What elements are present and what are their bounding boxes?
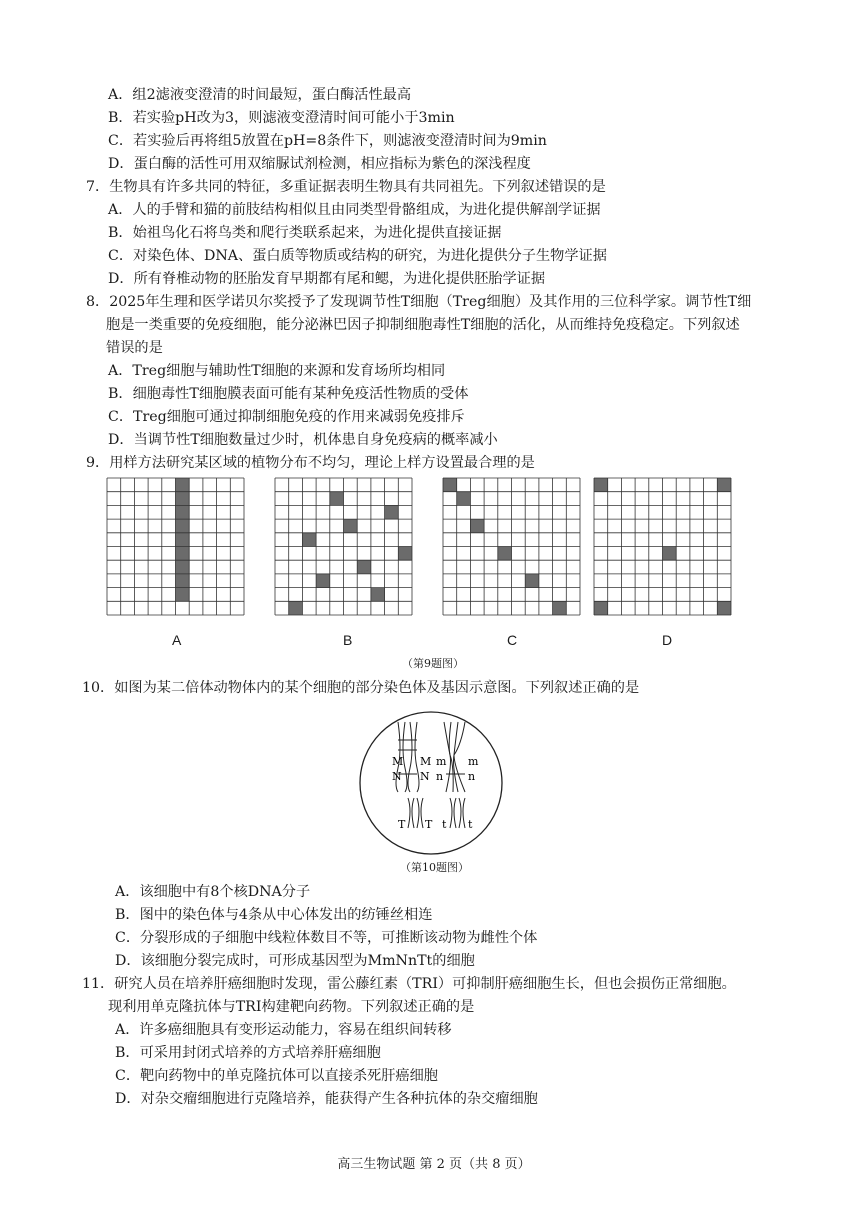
shaded-quadrat-cell [663,547,677,561]
gene-label: N [392,770,402,783]
q7-stem: 7．生物具有许多共同的特征，多重证据表明生物具有共同祖先。下列叙述错误的是 [86,179,606,195]
gene-label: M [420,755,432,768]
shaded-quadrat-cell [176,505,190,519]
shaded-quadrat-cell [176,519,190,533]
q7-option-c: C．对染色体、DNA、蛋白质等物质或结构的研究，为进化提供分子生物学证据 [108,248,607,264]
q8-stem-line-2: 胞是一类重要的免疫细胞，能分泌淋巴因子抑制细胞毒性T细胞的活化，从而维持免疫稳定。下列叙述 [106,317,740,333]
shaded-quadrat-cell [176,574,190,588]
q6-option-b: B．若实验pH改为3，则滤液变澄清时间可能小于3min [108,110,455,126]
shaded-quadrat-cell [289,601,303,615]
q9-stem: 9．用样方法研究某区域的植物分布不均匀，理论上样方设置最合理的是 [86,455,535,471]
quadrat-grids-figure [0,470,868,630]
q10-option-c: C．分裂形成的子细胞中线粒体数目不等，可推断该动物为雌性个体 [115,930,538,946]
q10-caption: （第10题图） [400,861,469,874]
q6-option-a: A．组2滤液变澄清的时间最短，蛋白酶活性最高 [108,87,412,103]
q7-option-a: A．人的手臂和猫的前肢结构相似且由同类型骨骼组成，为进化提供解剖学证据 [108,202,601,218]
shaded-quadrat-cell [717,601,731,615]
shaded-quadrat-cell [525,574,539,588]
q8-stem-line-3: 错误的是 [106,340,163,356]
q11-option-b: B．可采用封闭式培养的方式培养肝癌细胞 [115,1045,381,1061]
shaded-quadrat-cell [344,519,358,533]
shaded-quadrat-cell [357,560,371,574]
gene-label: t [442,818,447,831]
q7-option-b: B．始祖鸟化石将鸟类和爬行类联系起来，为进化提供直接证据 [108,225,502,241]
q10-stem: 10．如图为某二倍体动物体内的某个细胞的部分染色体及基因示意图。下列叙述正确的是 [82,680,640,696]
gene-label: T [398,818,406,831]
grid-label-c: C [507,632,518,648]
shaded-quadrat-cell [176,492,190,506]
gene-label: t [468,818,473,831]
shaded-quadrat-cell [457,492,471,506]
grid-label-b: B [343,632,353,648]
shaded-quadrat-cell [470,519,484,533]
shaded-quadrat-cell [385,505,399,519]
shaded-quadrat-cell [176,533,190,547]
q8-option-a: A．Treg细胞与辅助性T细胞的来源和发育场所均相同 [108,363,446,379]
shaded-quadrat-cell [398,547,412,561]
gene-label: T [425,818,433,831]
q11-option-a: A．许多癌细胞具有变形运动能力，容易在组织间转移 [115,1022,452,1038]
shaded-quadrat-cell [316,574,330,588]
q10-option-a: A．该细胞中有8个核DNA分子 [115,884,311,900]
shaded-quadrat-cell [553,601,567,615]
q7-option-d: D．所有脊椎动物的胚胎发育早期都有尾和鳃，为进化提供胚胎学证据 [108,271,546,287]
gene-label: m [468,755,479,768]
q11-option-d: D．对杂交瘤细胞进行克隆培养，能获得产生各种抗体的杂交瘤细胞 [115,1091,538,1107]
q9-caption: （第9题图） [402,657,464,670]
shaded-quadrat-cell [594,601,608,615]
shaded-quadrat-cell [371,588,385,602]
shaded-quadrat-cell [176,560,190,574]
q10-option-d: D．该细胞分裂完成时，可形成基因型为MmNnTt的细胞 [115,953,475,969]
q8-option-d: D．当调节性T细胞数量过少时，机体患自身免疫病的概率减小 [108,432,498,448]
gene-label: N [420,770,430,783]
shaded-quadrat-cell [717,478,731,492]
q8-option-c: C．Treg细胞可通过抑制细胞免疫的作用来减弱免疫排斥 [108,409,465,425]
q6-option-d: D．蛋白酶的活性可用双缩脲试剂检测，相应指标为紫色的深浅程度 [108,156,531,172]
gene-label: m [436,755,447,768]
shaded-quadrat-cell [330,492,344,506]
q8-stem-line-1: 8．2025年生理和医学诺贝尔奖授予了发现调节性T细胞（Treg细胞）及其作用的三位科学家。调节性T细 [86,294,752,310]
q11-stem-line-1: 11．研究人员在培养肝癌细胞时发现，雷公藤红素（TRI）可抑制肝癌细胞生长，但也会损伤正常细胞。 [82,976,736,992]
grid-label-d: D [662,632,673,648]
shaded-quadrat-cell [176,588,190,602]
grid-label-a: A [172,632,182,648]
q11-option-c: C．靶向药物中的单克隆抗体可以直接杀死肝癌细胞 [115,1068,438,1084]
shaded-quadrat-cell [176,547,190,561]
shaded-quadrat-cell [302,533,316,547]
q11-stem-line-2: 现利用单克隆抗体与TRI构建靶向药物。下列叙述正确的是 [108,999,475,1015]
gene-label: n [436,770,444,783]
shaded-quadrat-cell [176,478,190,492]
shaded-quadrat-cell [498,547,512,561]
q6-option-c: C．若实验后再将组5放置在pH=8条件下，则滤液变澄清时间为9min [108,133,547,149]
q8-option-b: B．细胞毒性T细胞膜表面可能有某种免疫活性物质的受体 [108,386,469,402]
q10-option-b: B．图中的染色体与4条从中心体发出的纺锤丝相连 [115,907,433,923]
gene-label: M [392,755,404,768]
gene-label: n [468,770,476,783]
shaded-quadrat-cell [443,478,457,492]
shaded-quadrat-cell [594,478,608,492]
page-footer: 高三生物试题 第 2 页（共 8 页） [337,1157,531,1172]
cell-chromosome-diagram [358,710,504,856]
